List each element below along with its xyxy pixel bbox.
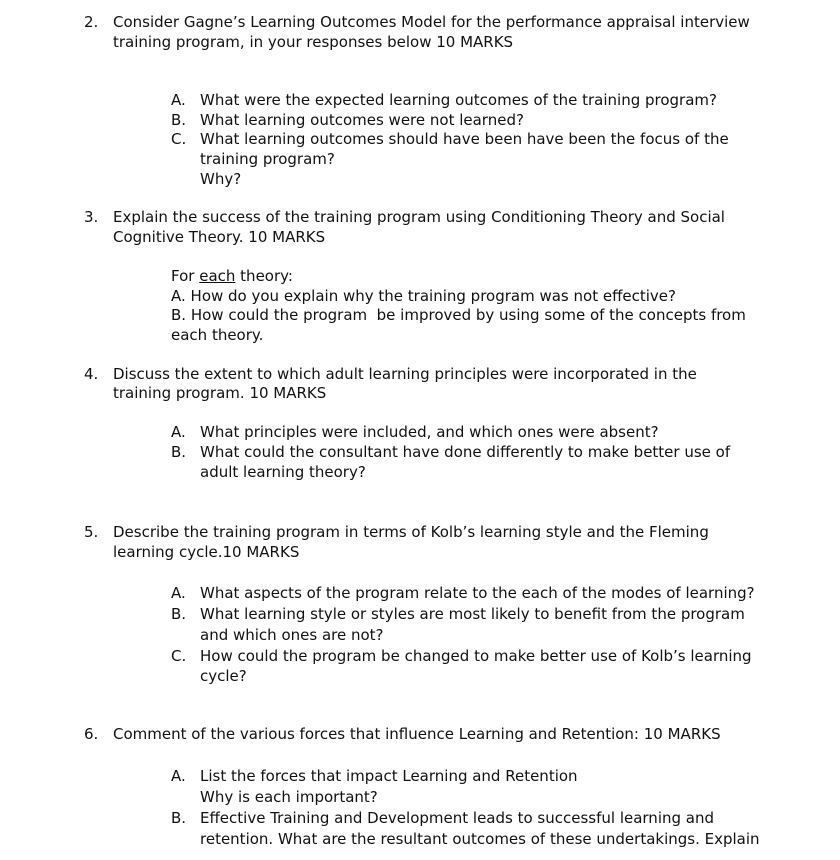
question-text-line: training program. 10 MARKS [113, 384, 327, 402]
question-text-line: Describe the training program in terms of Kolb’s learning style and the Fleming [113, 523, 709, 541]
item-text-line: What were the expected learning outcomes of the training program? [200, 91, 717, 109]
question-text-line: Discuss the extent to which adult learning principles were incorporated in the [113, 365, 697, 383]
question-text-line: Consider Gagne’s Learning Outcomes Model for the performance appraisal interview [113, 13, 750, 31]
question-text-line: learning cycle.10 MARKS [113, 543, 300, 561]
item-text-line: How could the program be changed to make better use of Kolb’s learning [200, 647, 752, 665]
question-text-line: Cognitive Theory. 10 MARKS [113, 228, 326, 246]
item-text-line: List the forces that impact Learning and Retention [200, 767, 578, 785]
item-label: C. [171, 647, 187, 665]
item-text-line: Why? [200, 170, 242, 188]
question-number: 4. [84, 365, 99, 383]
item-text-line: and which ones are not? [200, 626, 384, 644]
item-text-line: training program? [200, 150, 335, 168]
item-label: B. [171, 809, 187, 827]
item-text-line: What could the consultant have done differently to make better use of [200, 443, 731, 461]
question-text-line: training program, in your responses below 10 MARKS [113, 33, 514, 51]
item-label: B. [171, 111, 187, 129]
item-text-line: adult learning theory? [200, 463, 366, 481]
item-text-line: retention. What are the resultant outcomes of these undertakings. Explain [200, 830, 760, 848]
item-text-line: Why is each important? [200, 788, 378, 806]
item-label: A. [171, 584, 186, 602]
item-text-line: What learning style or styles are most likely to benefit from the program [200, 605, 745, 623]
item-label: A. [171, 91, 186, 109]
item-text-line: What learning outcomes should have been have been the focus of the [200, 130, 729, 148]
sub-text-line: A. How do you explain why the training program was not effective? [171, 287, 676, 305]
sub-text-line: B. How could the program be improved by using some of the concepts from [171, 306, 746, 324]
item-label: C. [171, 130, 187, 148]
question-number: 6. [84, 725, 99, 743]
question-text-line: Comment of the various forces that influence Learning and Retention: 10 MARKS [113, 725, 721, 743]
item-text-line: What principles were included, and which ones were absent? [200, 423, 659, 441]
item-label: A. [171, 767, 186, 785]
question-text-line: Explain the success of the training program using Conditioning Theory and Social [113, 208, 725, 226]
emphasis-each: each [199, 267, 236, 285]
sub-text-line: each theory. [171, 326, 264, 344]
item-text-line: What learning outcomes were not learned? [200, 111, 524, 129]
question-number: 2. [84, 13, 99, 31]
item-text-line: cycle? [200, 667, 247, 685]
item-label: B. [171, 605, 187, 623]
item-label: A. [171, 423, 186, 441]
question-number: 5. [84, 523, 99, 541]
question-number: 3. [84, 208, 99, 226]
theory-intro: For each theory: [171, 267, 293, 285]
item-text-line: Effective Training and Development leads to successful learning and [200, 809, 714, 827]
item-label: B. [171, 443, 187, 461]
item-text-line: What aspects of the program relate to the each of the modes of learning? [200, 584, 755, 602]
